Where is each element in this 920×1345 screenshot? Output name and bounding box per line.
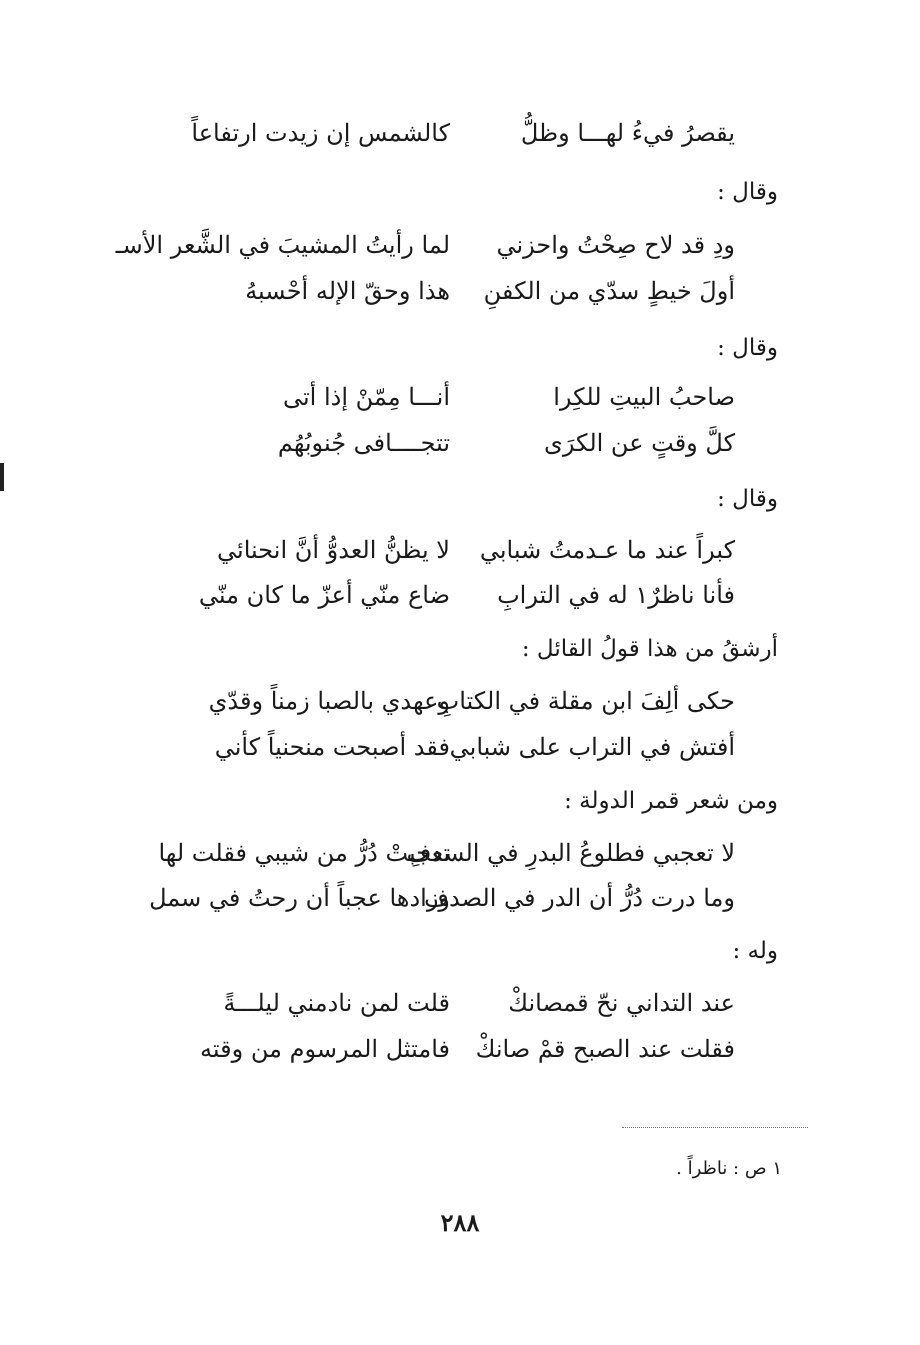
verse-left-hemistich: لا تعجبي فطلوعُ البدرِ في السدفِ	[406, 839, 735, 867]
verse-left-hemistich: يقصرُ فيءُ لهـــا وظلُّ	[520, 119, 735, 147]
verse-left-hemistich: صاحبُ البيتِ للكِرا	[553, 383, 735, 411]
section-heading: ومن شعر قمر الدولة :	[564, 788, 778, 814]
verse-right-hemistich: قلت لمن نادمني ليلـــةً	[223, 989, 450, 1017]
verse-right-hemistich: تتجــــافى جُنوبُهُم	[277, 429, 450, 457]
section-heading: وقال :	[717, 335, 778, 361]
verse-left-hemistich: أفتش في التراب على شبابي	[449, 733, 735, 761]
verse-right-hemistich: ضاع منّي أعزّ ما كان منّي	[198, 581, 450, 609]
verse-left-hemistich: وما درت دُرُّ أن الدر في الصدف	[424, 884, 735, 912]
section-heading: أرشقُ من هذا قولُ القائل :	[521, 636, 778, 662]
verse-right-hemistich: وعهدي بالصبا زمناً وقدّي	[208, 687, 450, 715]
footnote-separator	[622, 1127, 808, 1128]
verse-left-hemistich: ودِ قد لاح صِحْتُ واحزني	[496, 231, 735, 259]
verse-right-hemistich: هذا وحقّ الإله أحْسبهُ	[245, 277, 450, 305]
verse-right-hemistich: كالشمس إن زيدت ارتفاعاً	[191, 119, 450, 147]
page-number: ٢٨٨	[440, 1208, 480, 1237]
verse-right-hemistich: تعجبتْ دُرُّ من شيبي فقلت لها	[158, 839, 450, 867]
verse-right-hemistich: لما رأيتُ المشيبَ في الشَّعر الأسـ	[115, 231, 450, 259]
verse-left-hemistich: فقلت عند الصبح قمْ صانكْ	[475, 1035, 735, 1063]
verse-left-hemistich: كلَّ وقتٍ عن الكرَى	[544, 429, 735, 457]
verse-left-hemistich: حكى ألِفَ ابن مقلة في الكتابِ	[436, 687, 735, 715]
verse-right-hemistich: فقد أصبحت منحنياً كأني	[214, 733, 450, 761]
verse-left-hemistich: كبراً عند ما عـدمتُ شبابي	[479, 536, 735, 564]
verse-right-hemistich: أنـــا مِمّنْ إذا أتى	[282, 383, 450, 411]
verse-left-hemistich: عند التداني نحّ قمصانكْ	[508, 989, 735, 1017]
verse-right-hemistich: وزادها عجباً أن رحتُ في سمل	[149, 884, 450, 912]
scan-edge-mark	[0, 463, 4, 491]
verse-right-hemistich: فامتثل المرسوم من وقته	[200, 1035, 450, 1063]
verse-left-hemistich: أولَ خيطٍ سدّي من الكفنِ	[483, 277, 735, 305]
section-heading: وقال :	[717, 486, 778, 512]
footnote: ١ ص : ناظراً .	[676, 1158, 782, 1179]
section-heading: وقال :	[717, 179, 778, 205]
section-heading: وله :	[732, 938, 778, 964]
verse-left-hemistich: فأنا ناظرٌ١ له في الترابِ	[497, 581, 735, 609]
verse-right-hemistich: لا يظنُّ العدوُّ أنَّ انحنائي	[217, 536, 450, 564]
